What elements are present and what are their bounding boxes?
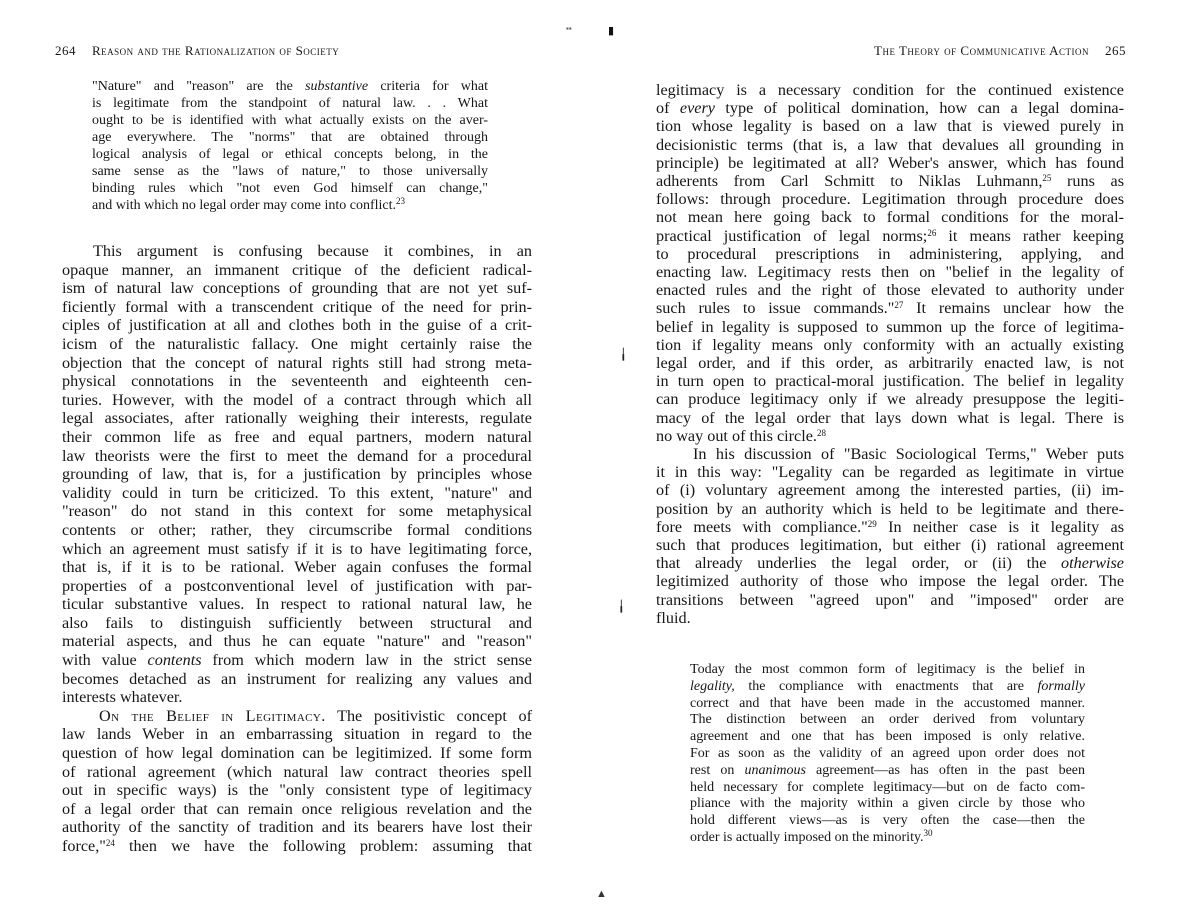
body-line: tion whose legality is based on a law that is viewed purely in (656, 117, 1124, 136)
body-line: physical connotations in the seventeenth and eighteenth cen- (62, 372, 532, 391)
body-line: enacted rules and the right of those elevated to authority under (656, 281, 1124, 300)
body-line: enacting law. Legitimacy rests then on "belief in the legality of (656, 263, 1124, 282)
body-line: legal associates, after rationally weighing their interests, regulate (62, 409, 532, 428)
footnote-ref: 28 (816, 427, 826, 438)
body-line: macy of the legal order that lays down what is legal. There is (656, 408, 1124, 427)
quote-line (690, 827, 1085, 847)
body-line (656, 518, 1124, 536)
right-page-number: 265 (1105, 43, 1126, 58)
body-line (656, 172, 1124, 190)
body-line (656, 227, 1124, 245)
body-line: legal order, and if this order, as arbitrarily enacted law, is not (656, 354, 1124, 373)
body-text: It remains unclear how the (903, 299, 1124, 318)
body-line: ficiently formal with a transcendent critique of the need for prin- (62, 297, 532, 316)
body-line: In his discussion of "Basic Sociological Terms," Weber puts (693, 445, 1124, 464)
left-header-title: Reason and the Rationalization of Society (92, 43, 340, 58)
right-body-text (656, 81, 1124, 627)
body-line: ciples of justification at all and clothes both in the guise of a crit- (62, 316, 532, 335)
body-line: validity could in turn be criticized. To this extent, "nature" and (62, 483, 532, 502)
body-line: it in this way: "Legality can be regarded as legitimate in virtue (656, 463, 1124, 482)
body-line: turies. However, with the model of a contract through which all (62, 390, 532, 409)
quote-line: same sense as the "laws of nature," to those universally (92, 164, 488, 179)
body-line (62, 707, 532, 726)
body-line: fluid. (656, 608, 691, 627)
quote-line: The distinction between an order derived from voluntary (690, 712, 1085, 728)
body-line: also fails to distinguish sufficiently between structural and (62, 613, 532, 632)
body-line: properties of a postconventional level of justification with par- (62, 576, 532, 595)
body-text: runs as (1051, 172, 1124, 191)
section-heading: On the Belief in Legitimacy. (99, 706, 326, 725)
body-line: follows: through procedure. Legitimation through procedure does (656, 190, 1124, 209)
body-line: of a legal order that can remain once religious revelation and the (62, 799, 532, 818)
body-line: of every type of political domination, how can a legal domina- (656, 99, 1124, 118)
body-line (62, 837, 532, 856)
body-line: "reason" do not stand in this context for some metaphysical (62, 502, 532, 521)
scan-mark: ▪▪ (566, 24, 572, 33)
body-line: opaque manner, an immanent critique of the deficient radical- (62, 260, 532, 279)
quote-line: held necessary for complete legitimacy—but on de facto com- (690, 779, 1085, 795)
scan-mark: ▮ (608, 25, 615, 37)
body-line: material aspects, and thus he can equate "nature" and "reason" (62, 632, 532, 651)
left-running-head (55, 43, 339, 59)
body-line: grounding of law, that is, for a justification by principles whose (62, 465, 532, 484)
body-line: icism of the naturalistic fallacy. One might certainly raise the (62, 334, 532, 353)
body-text: fore meets with compliance." (656, 517, 868, 536)
left-body-text (62, 242, 532, 856)
right-running-head (874, 43, 1126, 59)
body-line: in turn open to practical-moral justification. The belief in legality (656, 372, 1124, 391)
body-line: law theorists were the first to meet the demand for a procedural (62, 446, 532, 465)
body-text: force," (62, 837, 106, 855)
body-line: of rational agreement (which natural law contract theories spell (62, 762, 532, 781)
body-line: becomes detached as an instrument for realizing any values and (62, 669, 532, 688)
quote-line: age everywhere. The "norms" that are obtained through (92, 130, 488, 145)
quote-line: legality, the compliance with enactments that are formally (690, 678, 1085, 694)
quote-line-text: order is actually imposed on the minority. (690, 829, 924, 845)
quote-line: correct and that have been made in the accustomed manner. (690, 695, 1085, 711)
body-line: question of how legal domination can be legitimized. If some form (62, 744, 532, 763)
footnote-ref: 25 (1042, 173, 1052, 184)
quote-line: For as soon as the validity of an agreed upon order does not (690, 745, 1085, 761)
body-text: practical justification of legal norms; (656, 226, 928, 245)
body-line: of (i) voluntary agreement among the interested parties, (ii) im- (656, 481, 1124, 500)
body-line: interests whatever. (62, 688, 183, 707)
left-block-quote (92, 78, 488, 214)
body-line: which an agreement must satisfy if it is to have legitimating force, (62, 539, 532, 558)
body-text: then we have the following problem: assuming that (114, 837, 532, 855)
footnote-ref: 27 (894, 300, 904, 311)
body-line (656, 299, 1124, 317)
body-line: ticular substantive values. In respect to rational natural law, he (62, 595, 532, 614)
body-line: legitimized authority of those who impose the legal order. The (656, 572, 1124, 591)
body-line: legitimacy is a necessary condition for the continued existence (656, 81, 1124, 99)
body-line: that is, if it is to be rational. Weber again confuses the formal (62, 558, 532, 577)
footnote-ref: 29 (867, 518, 877, 529)
quote-line: is legitimate from the standpoint of natural law. . . What (92, 96, 488, 111)
body-text: such rules to issue commands." (656, 299, 895, 318)
quote-line: rest on unanimous agreement—as has often in the past been (690, 762, 1086, 778)
body-line: belief in legality is supposed to summon up the force of legitima- (656, 317, 1124, 336)
body-text: The positivistic concept of (337, 706, 532, 725)
scan-mark: ╽ (620, 349, 627, 361)
body-line: tion if legality means only conformity with an actually existing (656, 335, 1124, 354)
quote-line: agreement and one that has been imposed is only relative. (690, 729, 1085, 745)
quote-line (92, 197, 488, 214)
body-line: objection that the concept of natural rights still had strong meta- (62, 353, 532, 372)
body-line: decisionistic terms (that is, a law that devalues all grounding in (656, 135, 1124, 154)
scan-mark: ╽ (618, 601, 625, 613)
body-text: it means rather keeping (936, 226, 1124, 245)
body-line: not mean here going back to formal conditions for the moral- (656, 208, 1124, 227)
right-block-quote (690, 662, 1085, 847)
body-line (656, 427, 1124, 445)
body-line: to procedural prescriptions in administering, applying, and (656, 244, 1124, 263)
body-line: position by an authority which is held to be legitimate and there- (656, 499, 1124, 518)
body-line: law lands Weber in an embarrassing situation in regard to the (62, 725, 532, 744)
body-text: no way out of this circle. (656, 426, 817, 445)
body-text: In neither case is it legality as (876, 517, 1125, 536)
left-page-number: 264 (55, 43, 76, 58)
body-line: This argument is confusing because it combines, in an (93, 242, 532, 260)
quote-line: pliance with the majority within a given circle by those who (690, 796, 1085, 812)
body-line: their common life as free and equal partners, modern natural (62, 427, 532, 446)
body-line: contents or other; rather, they circumscribe formal conditions (62, 520, 532, 539)
quote-line-text: and with which no legal order may come into conflict. (92, 198, 397, 213)
body-line: ism of natural law conceptions of grounding that are not yet suf- (62, 279, 532, 298)
quote-line: logical analysis of legal or ethical concepts belong, in the (92, 147, 488, 162)
quote-line: hold different views—as is very often the case—then the (690, 813, 1085, 829)
right-header-title: The Theory of Communicative Action (874, 43, 1089, 58)
body-line: principle) be legitimated at all? Weber's answer, which has found (656, 153, 1124, 172)
quote-line: binding rules which "not even God himself can change," (92, 181, 488, 196)
footnote-ref: 24 (105, 838, 115, 848)
quote-line: "Nature" and "reason" are the substantive criteria for what (92, 79, 488, 94)
body-line: with value contents from which modern law in the strict sense (62, 651, 532, 670)
body-line: transitions between "agreed upon" and "imposed" order are (656, 590, 1124, 609)
body-line: that already underlies the legal order, or (ii) the otherwise (656, 554, 1124, 573)
quote-line: ought to be is identified with what actually exists on the aver- (92, 113, 488, 128)
scan-mark: ▲ (596, 888, 607, 900)
body-line: authority of the sanctity of tradition and its bearers have lost their (62, 818, 532, 837)
body-line: can produce legitimacy only if we already presuppose the legiti- (656, 390, 1124, 409)
body-line: out in specific ways) is the "only consistent type of legitimacy (62, 781, 532, 800)
quote-line: Today the most common form of legitimacy is the belief in (690, 662, 1085, 677)
footnote-ref: 30 (923, 827, 933, 838)
body-line: such that produces legitimation, but either (i) rational agreement (656, 536, 1124, 555)
footnote-ref: 26 (927, 227, 937, 238)
footnote-ref: 23 (396, 196, 406, 206)
body-text: adherents from Carl Schmitt to Niklas Luhmann, (656, 172, 1043, 191)
